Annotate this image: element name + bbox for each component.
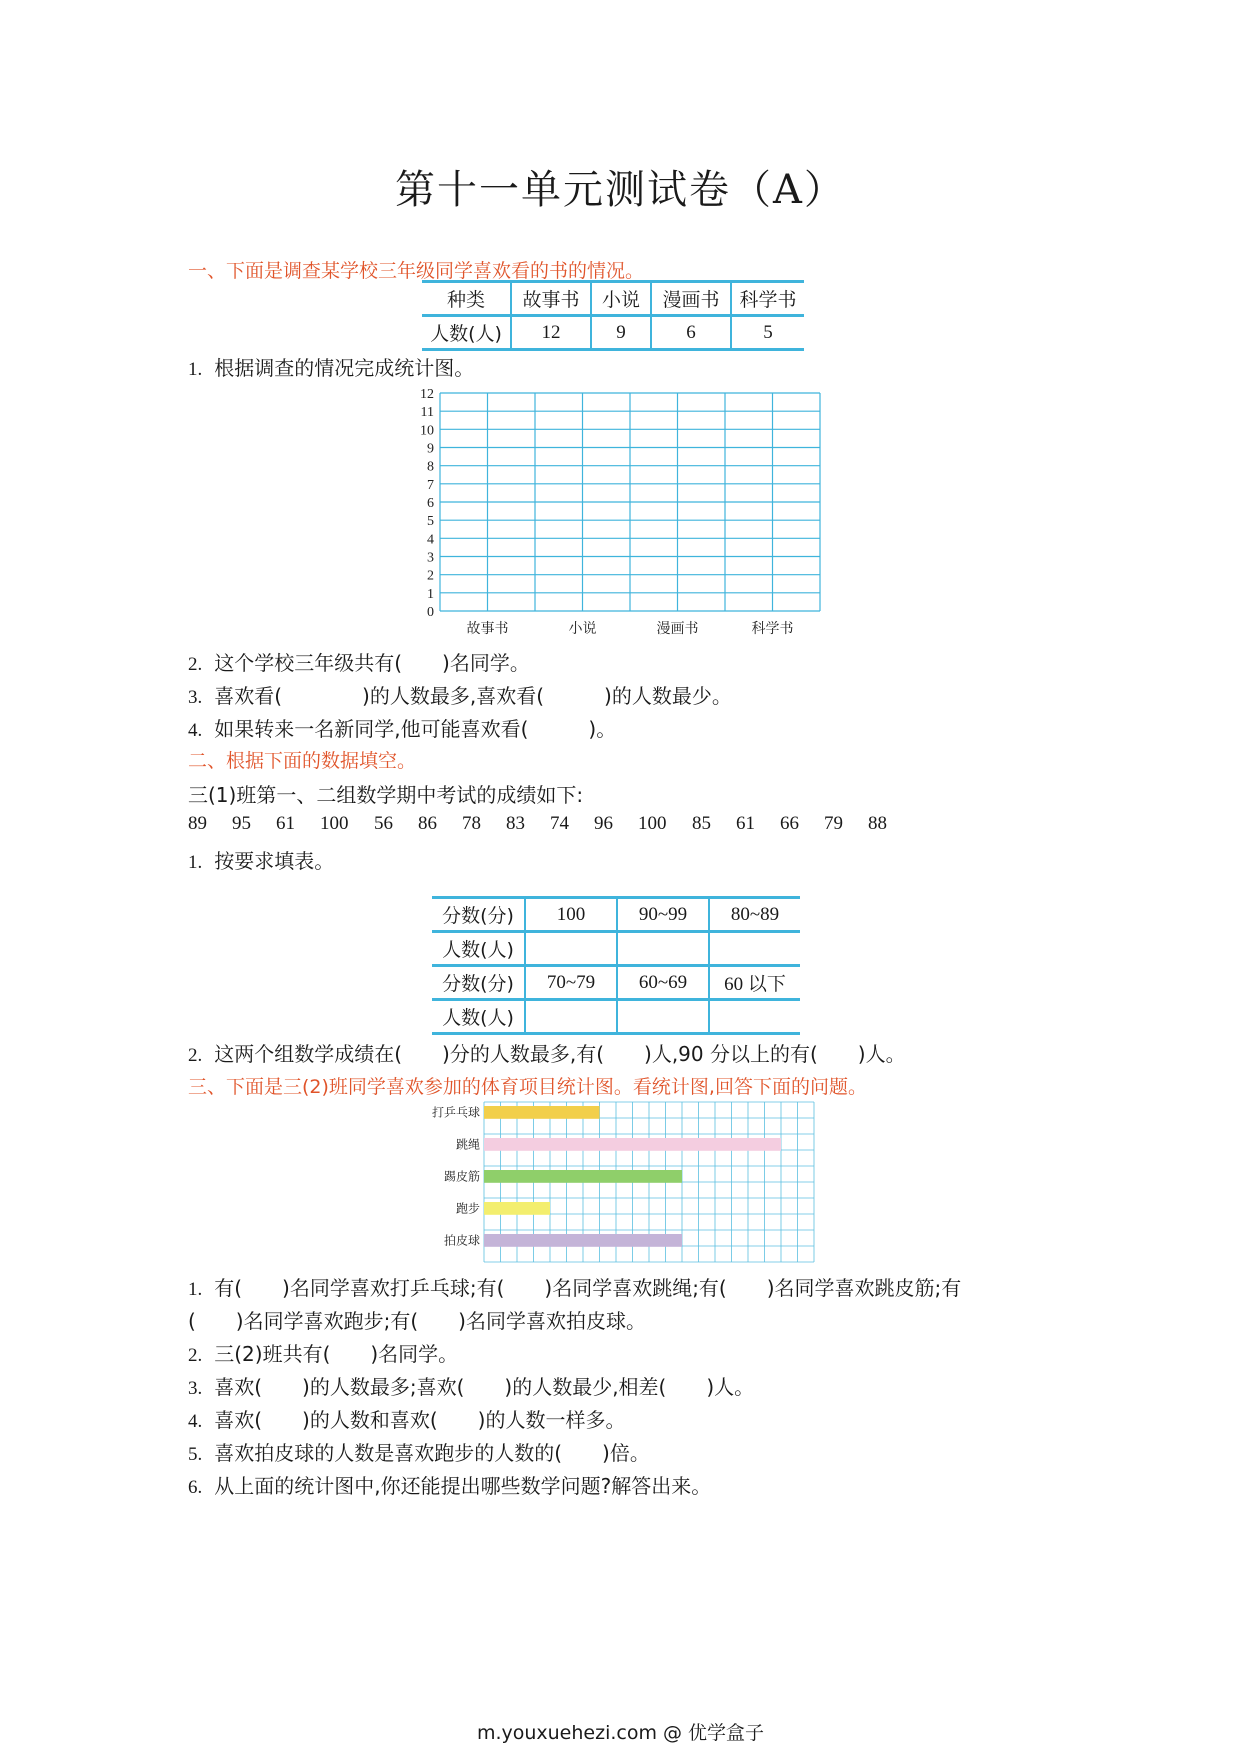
score-value: 83 — [506, 813, 525, 834]
y-tick-label: 8 — [427, 459, 434, 475]
score-value: 100 — [638, 813, 667, 834]
score-table-cell: 100 — [525, 898, 617, 932]
question-3-3: 3. 喜欢( )的人数最多;喜欢( )的人数最少,相差( )人。 — [188, 1375, 755, 1399]
score-value: 96 — [594, 813, 613, 834]
score-value: 66 — [780, 813, 799, 834]
bar-category-label: 跳绳 — [455, 1137, 480, 1152]
sports-bar-chart — [400, 1098, 820, 1268]
y-tick-label: 1 — [427, 586, 434, 602]
bar-category-label: 跑步 — [455, 1201, 480, 1216]
score-table-cell: 60~69 — [617, 966, 709, 1000]
bar — [484, 1202, 550, 1215]
book-table-cell: 9 — [591, 316, 651, 350]
y-tick-label: 7 — [427, 477, 434, 493]
question-1-2: 2. 这个学校三年级共有( )名同学。 — [188, 651, 530, 675]
book-table-cell: 6 — [651, 316, 731, 350]
score-table-header: 人数(人) — [432, 932, 525, 966]
question-2-2: 2. 这两个组数学成绩在( )分的人数最多,有( )人,90 分以上的有( )人。 — [188, 1042, 906, 1066]
book-table-header: 漫画书 — [651, 282, 731, 316]
book-table-cell: 12 — [511, 316, 591, 350]
book-table-header: 科学书 — [739, 289, 797, 311]
bar-category-label: 拍皮球 — [443, 1233, 480, 1248]
section2-heading: 二、根据下面的数据填空。 — [188, 750, 417, 772]
book-table-header: 小说 — [591, 282, 651, 316]
score-value: 95 — [232, 813, 251, 834]
page-title: 第十一单元测试卷（A） — [395, 167, 846, 213]
x-category-label: 故事书 — [466, 621, 509, 635]
y-tick-label: 11 — [420, 405, 434, 421]
y-tick-label: 5 — [427, 514, 434, 530]
question-1-3: 3. 喜欢看( )的人数最多,喜欢看( )的人数最少。 — [188, 684, 732, 708]
score-table-blank — [617, 1000, 709, 1034]
y-tick-label: 3 — [427, 550, 434, 566]
score-value: 56 — [374, 813, 393, 834]
book-table-cell: 5 — [763, 321, 773, 343]
y-tick-label: 12 — [420, 387, 434, 402]
bar — [484, 1234, 682, 1247]
score-table-blank — [617, 932, 709, 966]
question-1-1: 1. 根据调查的情况完成统计图。 — [188, 356, 475, 380]
y-tick-label: 2 — [427, 568, 434, 584]
y-tick-label: 10 — [420, 423, 434, 439]
question-1-4: 4. 如果转来一名新同学,他可能喜欢看( )。 — [188, 717, 617, 741]
score-value: 61 — [276, 813, 295, 834]
score-value: 100 — [320, 813, 349, 834]
score-value: 89 — [188, 813, 207, 834]
y-tick-label: 4 — [427, 532, 434, 548]
x-category-label: 小说 — [568, 621, 597, 635]
question-3-1: 1. 有( )名同学喜欢打乒乓球;有( )名同学喜欢跳绳;有( )名同学喜欢跳皮筋;有 — [188, 1276, 962, 1300]
score-table-cell: 80~89 — [730, 903, 780, 925]
question-3-6: 6. 从上面的统计图中,你还能提出哪些数学问题?解答出来。 — [188, 1474, 712, 1498]
score-table-header: 分数(分) — [432, 966, 525, 1000]
question-3-2: 2. 三(2)班共有( )名同学。 — [188, 1342, 459, 1366]
x-category-label: 漫画书 — [656, 621, 699, 635]
bar — [484, 1170, 682, 1183]
score-value: 85 — [692, 813, 711, 834]
score-list — [188, 813, 912, 835]
blank-bar-chart — [400, 385, 840, 635]
question-3-1-cont: ( )名同学喜欢跑步;有( )名同学喜欢拍皮球。 — [188, 1309, 646, 1333]
question-2-1: 1. 按要求填表。 — [188, 849, 335, 873]
score-table-blank — [709, 1000, 800, 1034]
y-tick-label: 0 — [427, 605, 434, 620]
book-table-header: 故事书 — [511, 282, 591, 316]
score-value: 74 — [550, 813, 569, 834]
score-table — [432, 896, 800, 1035]
bar — [484, 1138, 781, 1151]
score-table-blank — [709, 932, 800, 966]
footer-watermark: m.youxuehezi.com @ 优学盒子 — [476, 1722, 765, 1744]
section2-intro: 三(1)班第一、二组数学期中考试的成绩如下: — [188, 783, 584, 807]
score-value: 78 — [462, 813, 481, 834]
bar — [484, 1106, 600, 1119]
section3-heading: 三、下面是三(2)班同学喜欢参加的体育项目统计图。看统计图,回答下面的问题。 — [188, 1076, 867, 1098]
book-table-cell: 人数(人) — [422, 316, 511, 350]
score-value: 86 — [418, 813, 437, 834]
y-tick-label: 9 — [427, 441, 434, 457]
score-table-blank — [525, 1000, 617, 1034]
question-3-5: 5. 喜欢拍皮球的人数是喜欢跑步的人数的( )倍。 — [188, 1441, 650, 1465]
x-category-label: 科学书 — [751, 621, 794, 635]
section1-heading: 一、下面是调查某学校三年级同学喜欢看的书的情况。 — [188, 260, 645, 282]
score-value: 61 — [736, 813, 755, 834]
bar-category-label: 踢皮筋 — [443, 1169, 480, 1184]
score-value: 79 — [824, 813, 843, 834]
score-table-cell: 90~99 — [617, 898, 709, 932]
question-3-4: 4. 喜欢( )的人数和喜欢( )的人数一样多。 — [188, 1408, 626, 1432]
y-tick-label: 6 — [427, 496, 434, 511]
book-table — [422, 280, 804, 351]
score-table-blank — [525, 932, 617, 966]
bar-category-label: 打乒乓球 — [431, 1105, 480, 1120]
score-table-header: 分数(分) — [432, 898, 525, 932]
score-table-cell: 60 以下 — [724, 974, 786, 995]
score-table-header: 人数(人) — [432, 1000, 525, 1034]
book-table-header: 种类 — [422, 282, 511, 316]
score-table-cell: 70~79 — [525, 966, 617, 1000]
score-value: 88 — [868, 813, 887, 834]
